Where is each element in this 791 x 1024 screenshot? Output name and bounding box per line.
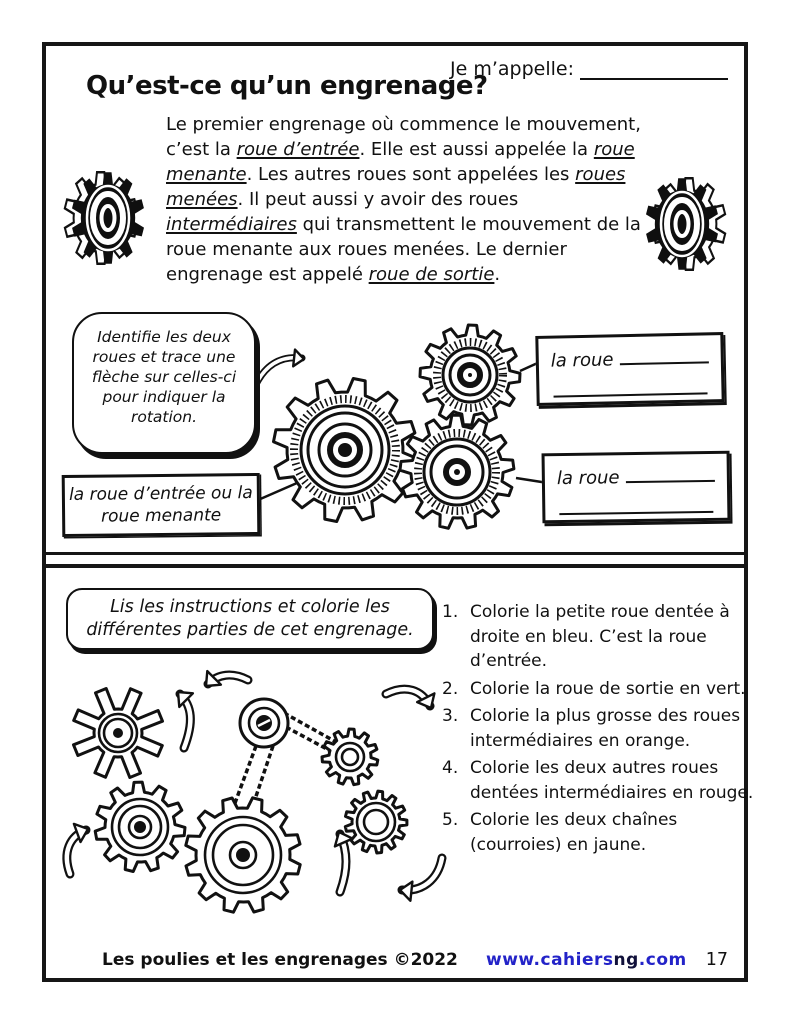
coloring-instruction-item: Colorie les deux autres roues dentées intermédiaires en rouge. (470, 758, 754, 803)
name-field (450, 58, 728, 80)
answer-box-1-blank-line (619, 344, 709, 365)
task2-bubble-text: Lis les instructions et colorie les différentes parties de cet engrenage. (86, 597, 414, 640)
intro-paragraph: Le premier engrenage où commence le mouvement, c’est la roue d’entrée. Elle est aussi appelée la roue menante. Les autres roues sont appelées les roues menées. Il peut aussi y avoir des roues intermédiaires qui transmettent le mouvement de la roue menante aux roues menées. Le dernier engrenage est appelé roue de sortie. (166, 114, 641, 285)
section-divider-line-top (46, 552, 744, 555)
coloring-instruction-item: Colorie la petite roue dentée à droite en bleu. C’est la roue d’entrée. (470, 602, 730, 671)
coloring-instruction-item: Colorie les deux chaînes (courroies) en jaune. (470, 810, 678, 855)
page-footer (46, 950, 744, 978)
gear-3d-icon (56, 142, 161, 292)
input-wheel-label: la roue d’entrée ou la roue menante (68, 483, 253, 527)
name-blank-line (580, 59, 728, 80)
answer-box-2-label: la roue (556, 467, 620, 490)
answer-box-2 (542, 451, 731, 524)
answer-box-1-label: la roue (550, 349, 614, 372)
task2-bubble (66, 588, 434, 650)
section-divider-line-bottom (46, 564, 744, 568)
task1-bubble-text: Identifie les deux roues et trace une flèche sur celles-ci pour indiquer la rotation. (91, 328, 237, 426)
name-label: Je m’appelle: (450, 58, 574, 80)
answer-box-1-second-line (553, 368, 708, 397)
answer-box-2-second-line (559, 487, 713, 515)
gear-mechanism-illustration (50, 660, 450, 950)
task1-bubble (72, 312, 256, 454)
input-wheel-label-box (62, 473, 261, 537)
page-title: Qu’est-ce qu’un engrenage? (86, 71, 488, 102)
footer-website-link: www.cahiersng.com (486, 950, 687, 970)
coloring-instruction-item: Colorie la plus grosse des roues intermédiaires en orange. (470, 706, 741, 751)
coloring-instruction-item: Colorie la roue de sortie en vert. (470, 678, 746, 699)
footer-series-title: Les poulies et les engrenages ©2022 (102, 950, 458, 970)
page-number: 17 (705, 950, 728, 970)
answer-box-1 (535, 332, 724, 406)
answer-box-2-blank-line (625, 463, 715, 483)
page-border-frame (42, 42, 754, 982)
coloring-instructions-list (440, 600, 754, 860)
